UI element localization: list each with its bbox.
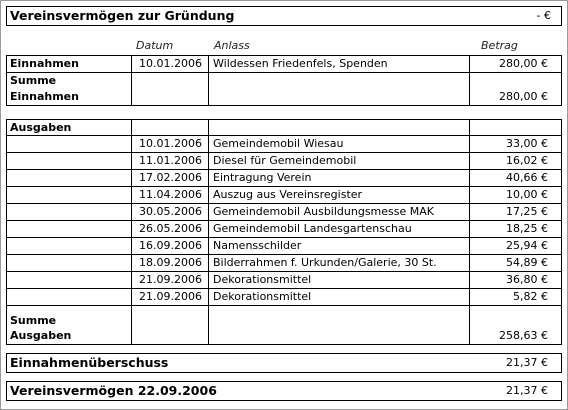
ausgaben-row-betrag: 10,00 €	[506, 188, 548, 201]
ausgaben-row-anlass: Dekorationsmittel	[213, 273, 312, 286]
ausgaben-row-divider	[6, 305, 562, 306]
einnahmen-row-betrag: 280,00 €	[499, 57, 548, 70]
ausgaben-row-datum: 10.01.2006	[139, 137, 202, 150]
ueberschuss-label: Einnahmenüberschuss	[10, 355, 169, 370]
ausgaben-row-betrag: 18,25 €	[506, 222, 548, 235]
ausgaben-row-anlass: Auszug aus Vereinsregister	[213, 188, 363, 201]
header-betrag: Betrag	[481, 39, 518, 52]
ausgaben-row-datum: 26.05.2006	[139, 222, 202, 235]
ausgaben-row-datum: 21.09.2006	[139, 273, 202, 286]
ausgaben-row-anlass: Dekorationsmittel	[213, 290, 312, 303]
einnahmen-col-line-2	[208, 55, 209, 106]
ausgaben-row-datum: 18.09.2006	[139, 256, 202, 269]
einnahmen-col-line-3	[469, 55, 470, 106]
ausgaben-label: Ausgaben	[10, 121, 72, 134]
summe-einnahmen-label-1: Summe	[10, 74, 57, 87]
einnahmen-col-line-1	[131, 55, 132, 106]
summe-ausgaben-label-2: Ausgaben	[10, 329, 72, 342]
ausgaben-row-betrag: 25,94 €	[506, 239, 548, 252]
ausgaben-row-anlass: Gemeindemobil Ausbildungsmesse MAK	[213, 205, 434, 218]
ausgaben-row-betrag: 16,02 €	[506, 154, 548, 167]
ausgaben-row-datum: 11.01.2006	[139, 154, 202, 167]
ausgaben-row-betrag: 33,00 €	[506, 137, 548, 150]
ausgaben-row-betrag: 36,80 €	[506, 273, 548, 286]
einnahmen-row-anlass: Wildessen Friedenfels, Spenden	[213, 57, 388, 70]
ausgaben-row-datum: 11.04.2006	[139, 188, 202, 201]
ausgaben-row-anlass: Bilderrahmen f. Urkunden/Galerie, 30 St.	[213, 256, 437, 269]
summe-ausgaben-value: 258,63 €	[499, 329, 548, 342]
ausgaben-row-anlass: Gemeindemobil Landesgartenschau	[213, 222, 412, 235]
title-label: Vereinsvermögen zur Gründung	[10, 8, 235, 23]
header-anlass: Anlass	[214, 39, 250, 52]
vermoegen-label: Vereinsvermögen 22.09.2006	[10, 383, 217, 398]
ueberschuss-value: 21,37 €	[506, 356, 548, 369]
ausgaben-row-anlass: Namensschilder	[213, 239, 302, 252]
ausgaben-row-betrag: 40,66 €	[506, 171, 548, 184]
summe-einnahmen-label-2: Einnahmen	[10, 90, 79, 103]
title-value: - €	[536, 9, 551, 22]
ausgaben-row-betrag: 54,89 €	[506, 256, 548, 269]
header-datum: Datum	[136, 39, 174, 52]
ausgaben-row-datum: 30.05.2006	[139, 205, 202, 218]
einnahmen-label: Einnahmen	[10, 57, 79, 70]
ausgaben-row-anlass: Eintragung Verein	[213, 171, 312, 184]
ausgaben-row-betrag: 17,25 €	[506, 205, 548, 218]
einnahmen-row-datum: 10.01.2006	[139, 57, 202, 70]
ausgaben-row-betrag: 5,82 €	[513, 290, 548, 303]
einnahmen-divider	[6, 72, 562, 73]
summe-ausgaben-label-1: Summe	[10, 314, 57, 327]
summe-einnahmen-value: 280,00 €	[499, 90, 548, 103]
ausgaben-row-datum: 21.09.2006	[139, 290, 202, 303]
ausgaben-row-datum: 16.09.2006	[139, 239, 202, 252]
ausgaben-row-anlass: Gemeindemobil Wiesau	[213, 137, 344, 150]
vermoegen-value: 21,37 €	[506, 384, 548, 397]
ausgaben-row-datum: 17.02.2006	[139, 171, 202, 184]
ausgaben-row-anlass: Diesel für Gemeindemobil	[213, 154, 357, 167]
